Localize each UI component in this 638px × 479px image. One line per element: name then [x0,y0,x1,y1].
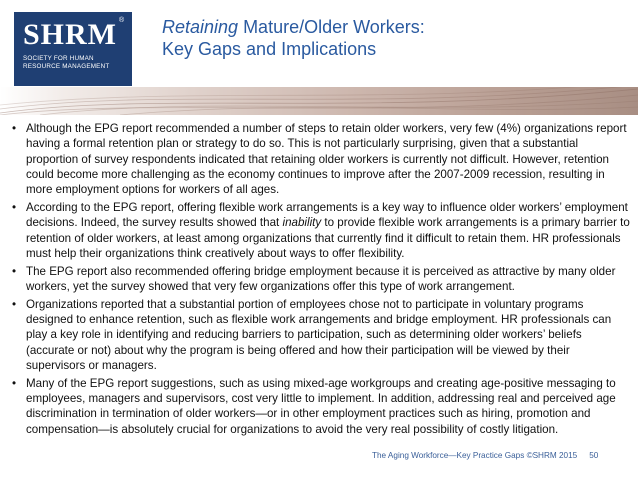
title-line-1 [162,16,622,38]
bullet-retention-plan: • Although the EPG report recommended a number of steps to retain older workers, very few (4%) organizations report having a formal retention plan or strategy to do so. This is not particularly surprising, given that a substantial proportion of survey respondents indicated that retaining older workers is currently not difficult. However, retention could become more challenging as the economy continues to improve after the 2007-2009 recession, resulting in more employment options for workers of all ages. [10,121,630,197]
bullet-flexible-work-before: According to the EPG report, offering flexible work arrangements is a key way to influence older workers’ employment decisions. Indeed, the survey results showed that [26,200,628,230]
slide-title [162,16,622,60]
logo-subtitle-line-1: SOCIETY FOR HUMAN [23,55,94,62]
bullet-report-suggestions: • Many of the EPG report suggestions, such as using mixed-age workgroups and creating age-positive messaging to employees, managers and supervisors, cost very little to implement. In addition, addressing real and perceived age discrimination in termination of older workers—or in other employment practices such as hiring, promotion and compensation—is absolutely crucial for organizations to avoid the very real possibility of costly litigation. [10,376,630,437]
slide-footer [372,451,622,460]
band-swoosh-graphic [0,87,638,115]
bullet-voluntary-programs: • Organizations reported that a substantial portion of employees chose not to participate in voluntary programs designed to enhance retention, such as flexible work arrangements and bridge employment. HR professionals can play a key role in identifying and reducing barriers to participation, such as determining older workers’ beliefs (accurate or not) about why the program is being offered and how their participation will be viewed by their supervisors or managers. [10,297,630,373]
bullet-flexible-work-emphasis: inability [282,216,322,230]
footer-text: The Aging Workforce—Key Practice Gaps ©SHRM 2015 [372,451,578,460]
page-number: 50 [589,451,599,460]
bullet-bridge-employment: • The EPG report also recommended offering bridge employment because it is perceived as attractive by many older workers, yet the survey showed that very few organizations offer this type of work arrangement. [10,264,630,295]
title-line-2: Key Gaps and Implications [162,39,377,59]
logo-registered-mark: ® [119,17,125,24]
title-line-1-rest: Mature/Older Workers: [238,17,425,37]
logo-subtitle-line-2: RESOURCE MANAGEMENT [23,63,110,70]
bullet-flexible-work [10,200,630,261]
title-emphasis: Retaining [162,17,239,37]
header-decorative-band [0,87,638,115]
shrm-logo [14,12,132,86]
bullet-list [10,121,630,437]
bullet-flexible-work-after: to provide flexible work arrangements is a primary barrier to retention of older workers, at least among organizations that currently find it difficult to retain them. HR professionals must help their organizations think creatively about ways to offer flexibility. [26,216,630,260]
slide-content [10,121,630,439]
logo-subtitle [23,55,109,71]
logo-wordmark: SHRM [23,18,117,51]
